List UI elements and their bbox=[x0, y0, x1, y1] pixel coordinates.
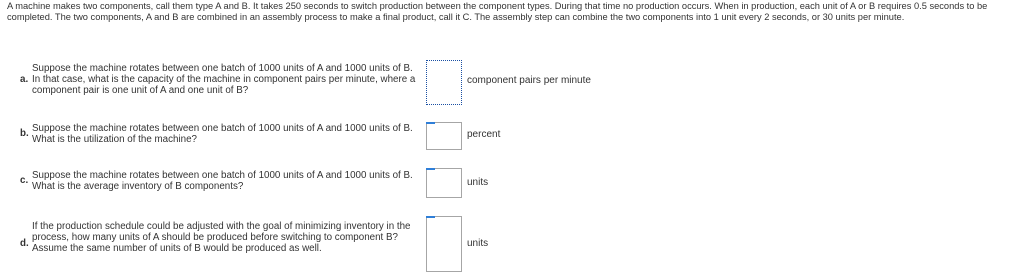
question-d-text: If the production schedule could be adjusted with the goal of minimizing inventory in the process, how many units of A should be produced before switching to component B? Assume the same number of units of B would be produced as well. bbox=[32, 221, 411, 254]
answer-b-corner-accent bbox=[426, 122, 435, 124]
answer-b-input[interactable] bbox=[426, 122, 462, 150]
answer-c-input[interactable] bbox=[426, 168, 462, 198]
answer-a-input[interactable] bbox=[426, 60, 462, 105]
answer-d-corner-accent bbox=[426, 216, 435, 218]
question-b-text: Suppose the machine rotates between one batch of 1000 units of A and 1000 units of B. What is the utilization of the machine? bbox=[32, 123, 413, 145]
answer-c-unit: units bbox=[467, 177, 489, 188]
problem-statement: A machine makes two components, call them type A and B. It takes 250 seconds to switch production between the component types. During that time no production occurs. When in production, each unit of A or B requires 0.5 seconds to be completed. The two components, A and B are combined in an assembly process to make a final product, call it C. The assembly step can combine the two components into 1 unit every 2 seconds, or 30 units per minute. bbox=[7, 1, 988, 22]
question-b-letter: b. bbox=[20, 128, 29, 139]
answer-c-corner-accent bbox=[426, 168, 435, 170]
question-a-text: Suppose the machine rotates between one batch of 1000 units of A and 1000 units of B. In that case, what is the capacity of the machine in component pairs per minute, where a component pair is one unit of A and one unit of B? bbox=[32, 63, 416, 96]
question-a-letter: a. bbox=[20, 74, 29, 85]
question-c-letter: c. bbox=[20, 175, 29, 186]
question-d-letter: d. bbox=[20, 238, 29, 249]
question-c-text: Suppose the machine rotates between one batch of 1000 units of A and 1000 units of B. What is the average inventory of B components? bbox=[32, 170, 413, 192]
answer-a-unit: component pairs per minute bbox=[467, 75, 591, 86]
answer-d-unit: units bbox=[467, 238, 489, 249]
answer-b-unit: percent bbox=[467, 129, 501, 140]
answer-d-input[interactable] bbox=[426, 216, 462, 272]
